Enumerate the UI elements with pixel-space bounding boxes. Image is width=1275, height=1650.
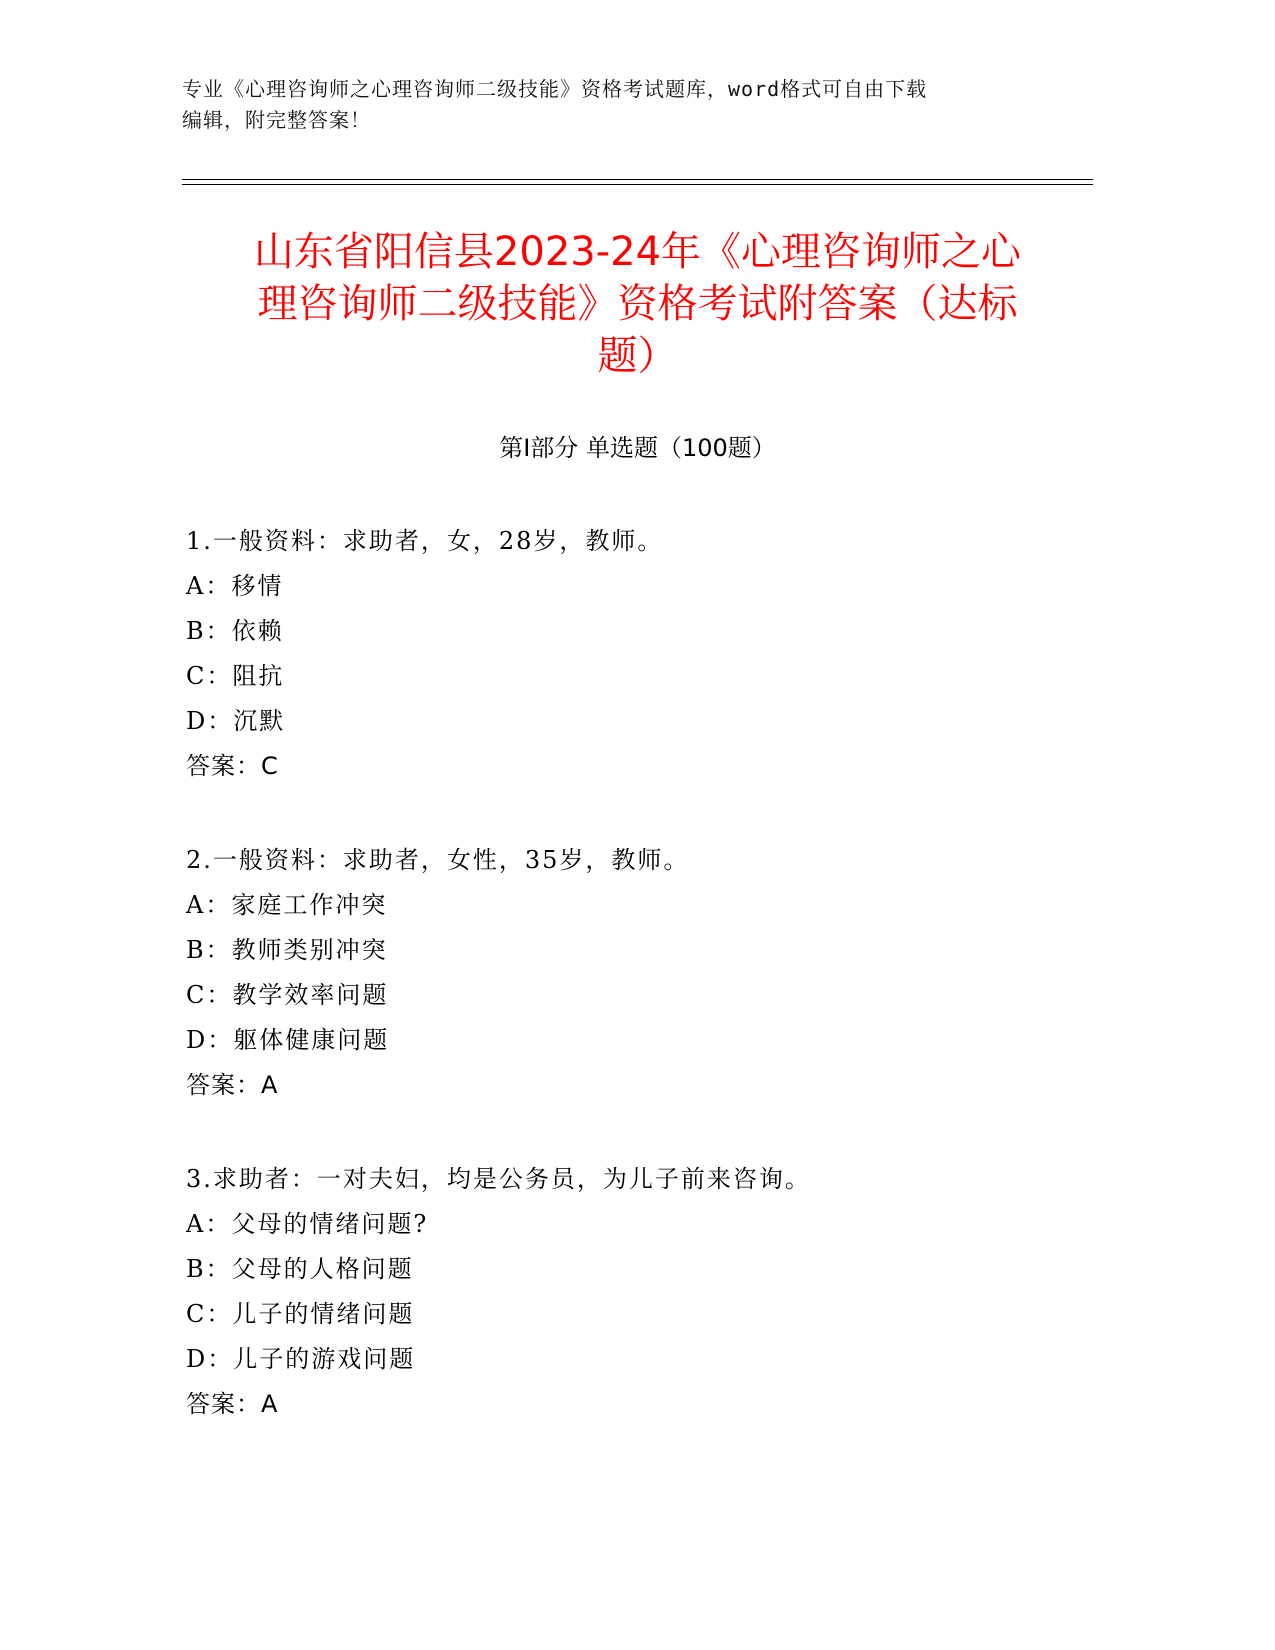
answer-line: 答案：A — [186, 1390, 279, 1418]
header-note — [182, 74, 1062, 136]
option-b: B：教师类别冲突 — [186, 936, 388, 964]
question-3 — [186, 1164, 1086, 1434]
question-stem: 1.一般资料：求助者，女，28岁，教师。 — [186, 527, 664, 555]
header-divider-top — [182, 179, 1093, 180]
option-c: C：儿子的情绪问题 — [186, 1300, 415, 1328]
question-stem: 3.求助者：一对夫妇，均是公务员，为儿子前来咨询。 — [186, 1165, 811, 1193]
answer-line: 答案：C — [186, 752, 279, 780]
title-line-2: 理咨询师二级技能》资格考试附答案（达标 — [257, 281, 1018, 327]
question-2 — [186, 845, 1086, 1115]
question-stem: 2.一般资料：求助者，女性，35岁，教师。 — [186, 846, 690, 874]
title-line-3: 题） — [597, 333, 678, 379]
header-note-line-2: 编辑，附完整答案！ — [182, 108, 371, 132]
document-title — [150, 226, 1125, 382]
option-d: D：儿子的游戏问题 — [186, 1345, 416, 1373]
option-c: C：阻抗 — [186, 662, 285, 690]
option-b: B：依赖 — [186, 617, 284, 645]
answer-line: 答案：A — [186, 1071, 279, 1099]
section-heading: 第Ⅰ部分 单选题（100题） — [499, 434, 776, 462]
question-1 — [186, 526, 1086, 796]
option-a: A：父母的情绪问题? — [186, 1210, 429, 1238]
option-d: D：躯体健康问题 — [186, 1026, 390, 1054]
option-b: B：父母的人格问题 — [186, 1255, 414, 1283]
title-line-1: 山东省阳信县2023-24年《心理咨询师之心 — [253, 229, 1022, 275]
header-note-line-1: 专业《心理咨询师之心理咨询师二级技能》资格考试题库，word格式可自由下载 — [182, 77, 928, 101]
option-a: A：家庭工作冲突 — [186, 891, 388, 919]
header-divider-bottom — [182, 184, 1093, 185]
option-c: C：教学效率问题 — [186, 981, 389, 1009]
option-a: A：移情 — [186, 572, 284, 600]
option-d: D：沉默 — [186, 707, 286, 735]
